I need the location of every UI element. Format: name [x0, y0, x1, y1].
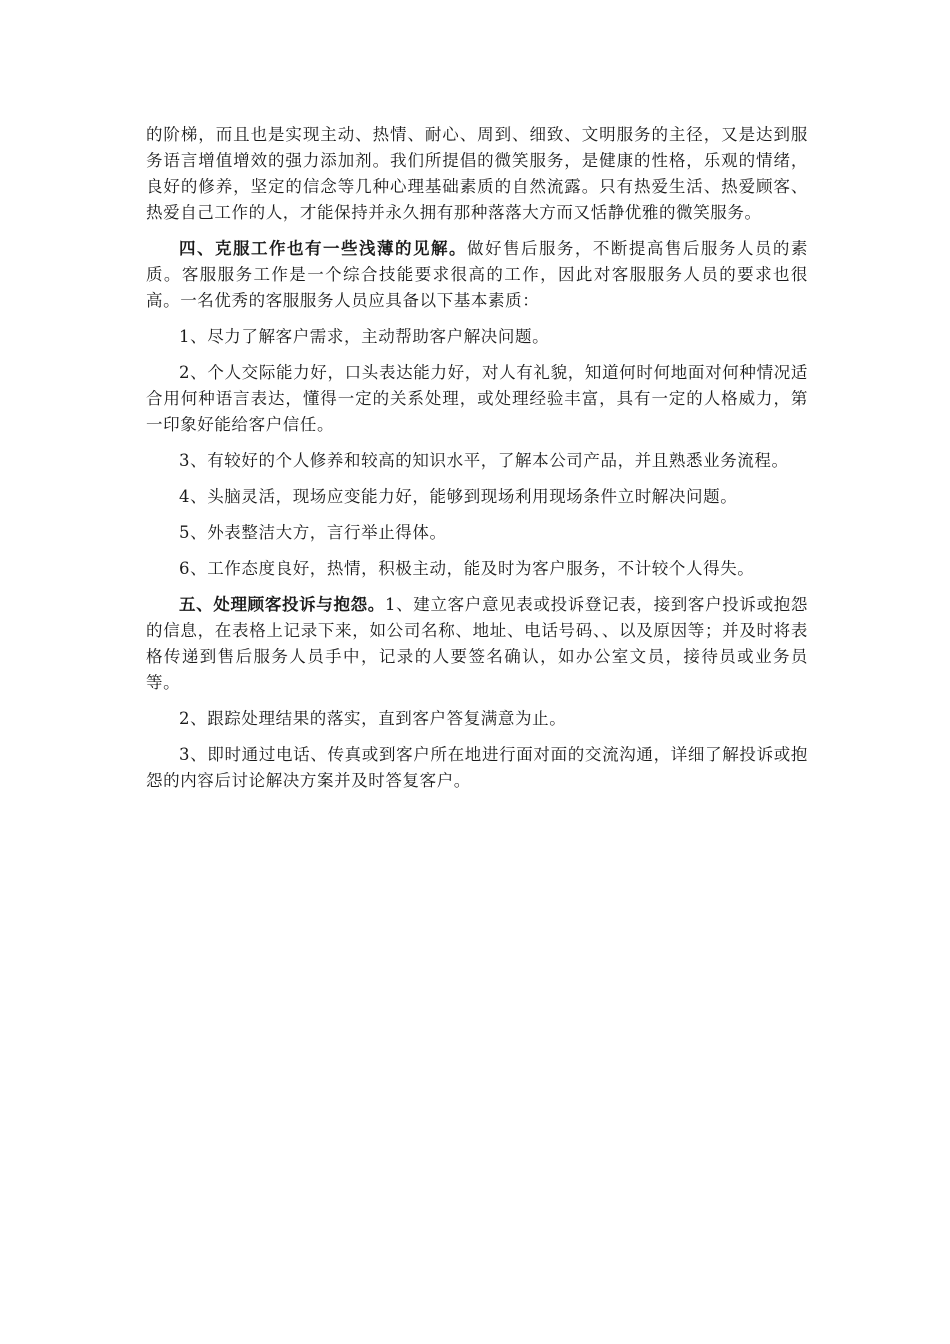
list-item: 6、工作态度良好，热情，积极主动，能及时为客户服务，不计较个人得失。 [179, 559, 755, 578]
list-item: 1、尽力了解客户需求，主动帮助客户解决问题。 [179, 327, 550, 346]
section-five-text: 1、建立客户意见表或投诉登记表，接到客户投诉或抱怨的信息，在表格上记录下来，如公司名称、地址、电话号码、、以及原因等；并及时将表格传递到售后服务人员手中，记录的人要签名确认，如办公室文员，接待员或业务员等。 [146, 595, 808, 692]
section-five-paragraph [146, 592, 808, 696]
list-item: 4、头脑灵活，现场应变能力好，能够到现场利用现场条件立时解决问题。 [179, 487, 738, 506]
list-item: 2、个人交际能力好，口头表达能力好，对人有礼貌，知道何时何地面对何种情况适合用何种语言表达，懂得一定的关系处理，或处理经验丰富，具有一定的人格威力，第一印象好能给客户信任。 [146, 363, 808, 434]
list-item: 3、有较好的个人修养和较高的知识水平，了解本公司产品，并且熟悉业务流程。 [179, 451, 789, 470]
list-item: 5、外表整洁大方，言行举止得体。 [179, 523, 447, 542]
section-five-heading: 五、处理顾客投诉与抱怨。 [179, 595, 385, 614]
list-item: 2、跟踪处理结果的落实，直到客户答复满意为止。 [179, 709, 567, 728]
section-four-text: 做好售后服务，不断提高售后服务人员的素质。客服服务工作是一个综合技能要求很高的工作，因此对客服服务人员的要求也很高。一名优秀的客服服务人员应具备以下基本素质： [146, 239, 808, 310]
document-body [146, 122, 808, 804]
section-four-paragraph [146, 236, 808, 314]
paragraph-continuation: 的阶梯，而且也是实现主动、热情、耐心、周到、细致、文明服务的主径，又是达到服务语言增值增效的强力添加剂。我们所提倡的微笑服务，是健康的性格，乐观的情绪，良好的修养，坚定的信念等几种心理基础素质的自然流露。只有热爱生活、热爱顾客、热爱自己工作的人，才能保持并永久拥有那种落落大方而又恬静优雅的微笑服务。 [146, 125, 808, 222]
list-item: 3、即时通过电话、传真或到客户所在地进行面对面的交流沟通，详细了解投诉或抱怨的内容后讨论解决方案并及时答复客户。 [146, 745, 808, 790]
section-four-heading: 四、克服工作也有一些浅薄的见解。 [179, 239, 467, 258]
